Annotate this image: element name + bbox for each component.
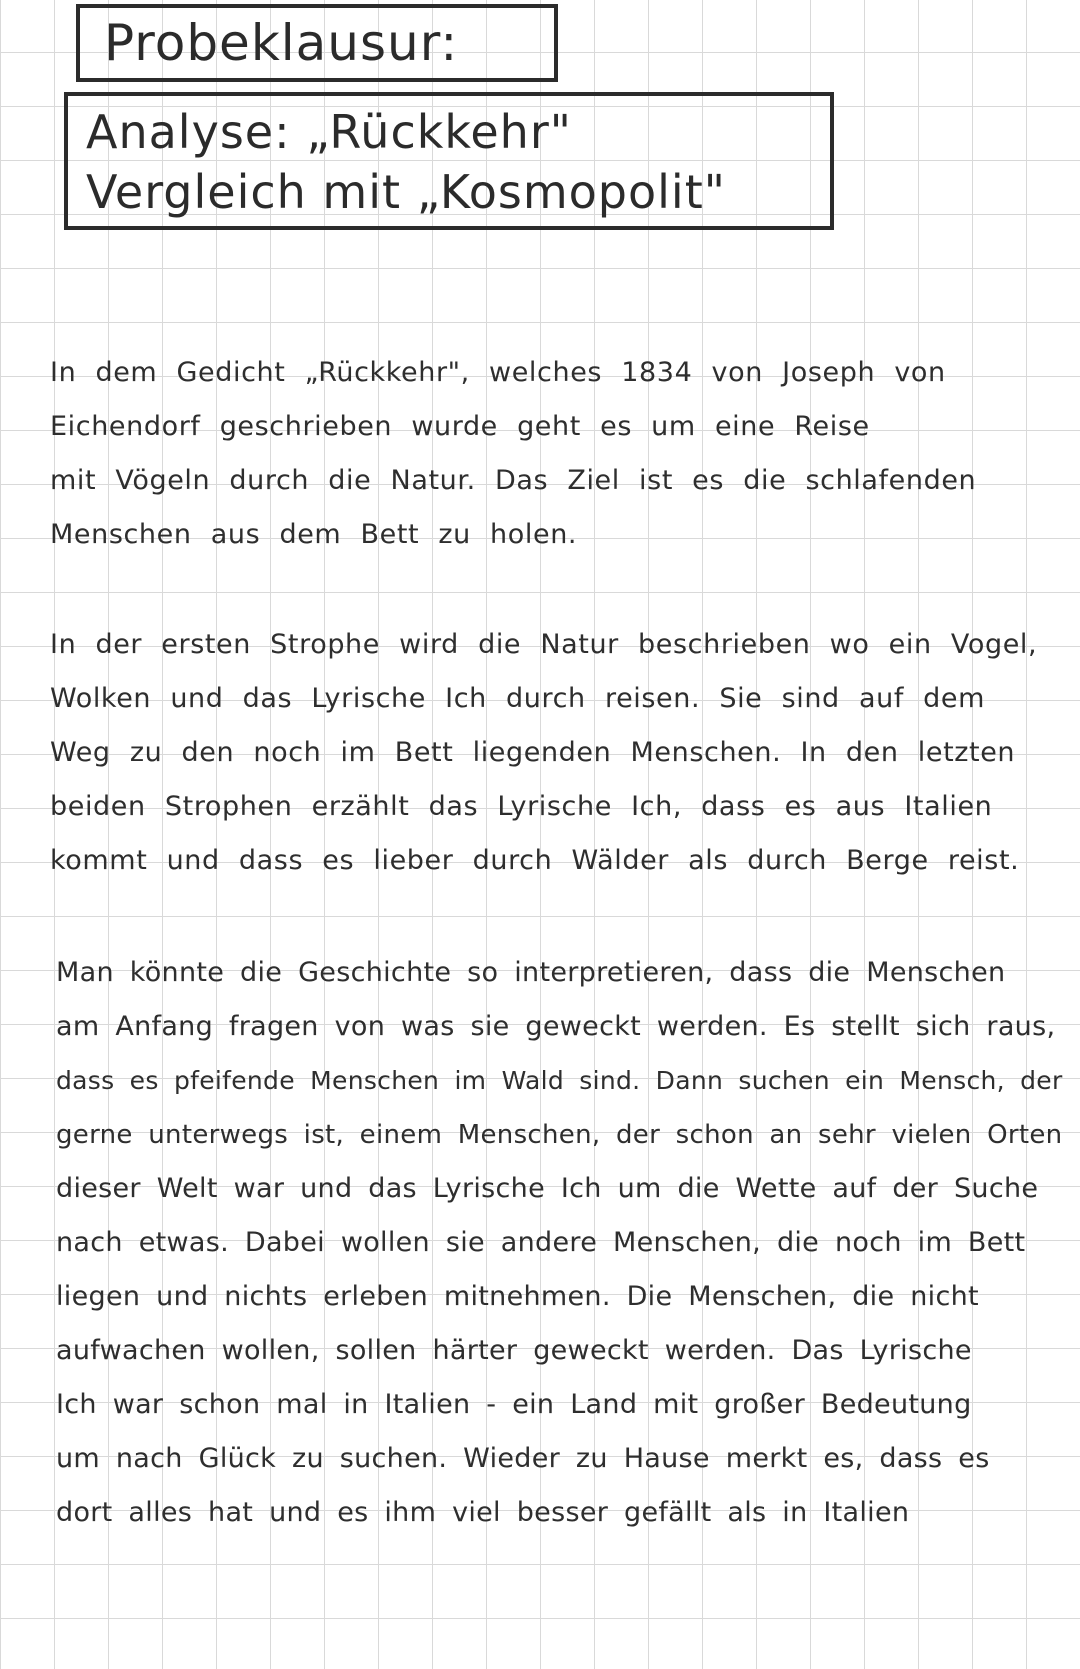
- title-box: [76, 4, 558, 82]
- text-line: Wolken und das Lyrische Ich durch reisen. Sie sind auf dem: [50, 683, 985, 714]
- text-line: Weg zu den noch im Bett liegenden Menschen. In den letzten: [50, 737, 1016, 768]
- text-line: dass es pfeifende Menschen im Wald sind. Dann suchen ein Mensch, der: [56, 1066, 1063, 1095]
- subtitle-line-analysis: Analyse: „Rückkehr": [86, 105, 572, 159]
- text-line: gerne unterwegs ist, einem Menschen, der schon an sehr vielen Orten: [56, 1120, 1063, 1150]
- page-title: Probeklausur:: [104, 14, 459, 72]
- text-line: In dem Gedicht „Rückkehr", welches 1834 von Joseph von: [50, 357, 946, 388]
- text-line: nach etwas. Dabei wollen sie andere Menschen, die noch im Bett: [56, 1227, 1026, 1258]
- paragraph-interpretation: [56, 946, 1076, 1540]
- subtitle-box: [64, 92, 834, 230]
- paragraph-structure: [50, 618, 1070, 888]
- text-line: aufwachen wollen, sollen härter geweckt werden. Das Lyrische: [56, 1335, 972, 1366]
- text-line: mit Vögeln durch die Natur. Das Ziel ist es die schlafenden: [50, 465, 977, 496]
- text-line: kommt und dass es lieber durch Wälder als durch Berge reist.: [50, 845, 1020, 876]
- text-line: um nach Glück zu suchen. Wieder zu Hause merkt es, dass es: [56, 1443, 990, 1474]
- text-line: beiden Strophen erzählt das Lyrische Ich, dass es aus Italien: [50, 791, 993, 822]
- text-line: dieser Welt war und das Lyrische Ich um die Wette auf der Suche: [56, 1173, 1039, 1204]
- text-line: Eichendorf geschrieben wurde geht es um eine Reise: [50, 411, 870, 442]
- text-line: am Anfang fragen von was sie geweckt werden. Es stellt sich raus,: [56, 1011, 1056, 1042]
- text-line: In der ersten Strophe wird die Natur beschrieben wo ein Vogel,: [50, 629, 1038, 660]
- paragraph-introduction: [50, 346, 1070, 562]
- text-line: dort alles hat und es ihm viel besser gefällt als in Italien: [56, 1497, 910, 1528]
- text-line: Menschen aus dem Bett zu holen.: [50, 519, 578, 550]
- text-line: liegen und nichts erleben mitnehmen. Die Menschen, die nicht: [56, 1281, 979, 1312]
- text-line: Man könnte die Geschichte so interpretieren, dass die Menschen: [56, 957, 1006, 988]
- subtitle-line-comparison: Vergleich mit „Kosmopolit": [86, 165, 726, 219]
- text-line: Ich war schon mal in Italien - ein Land mit großer Bedeutung: [56, 1389, 972, 1420]
